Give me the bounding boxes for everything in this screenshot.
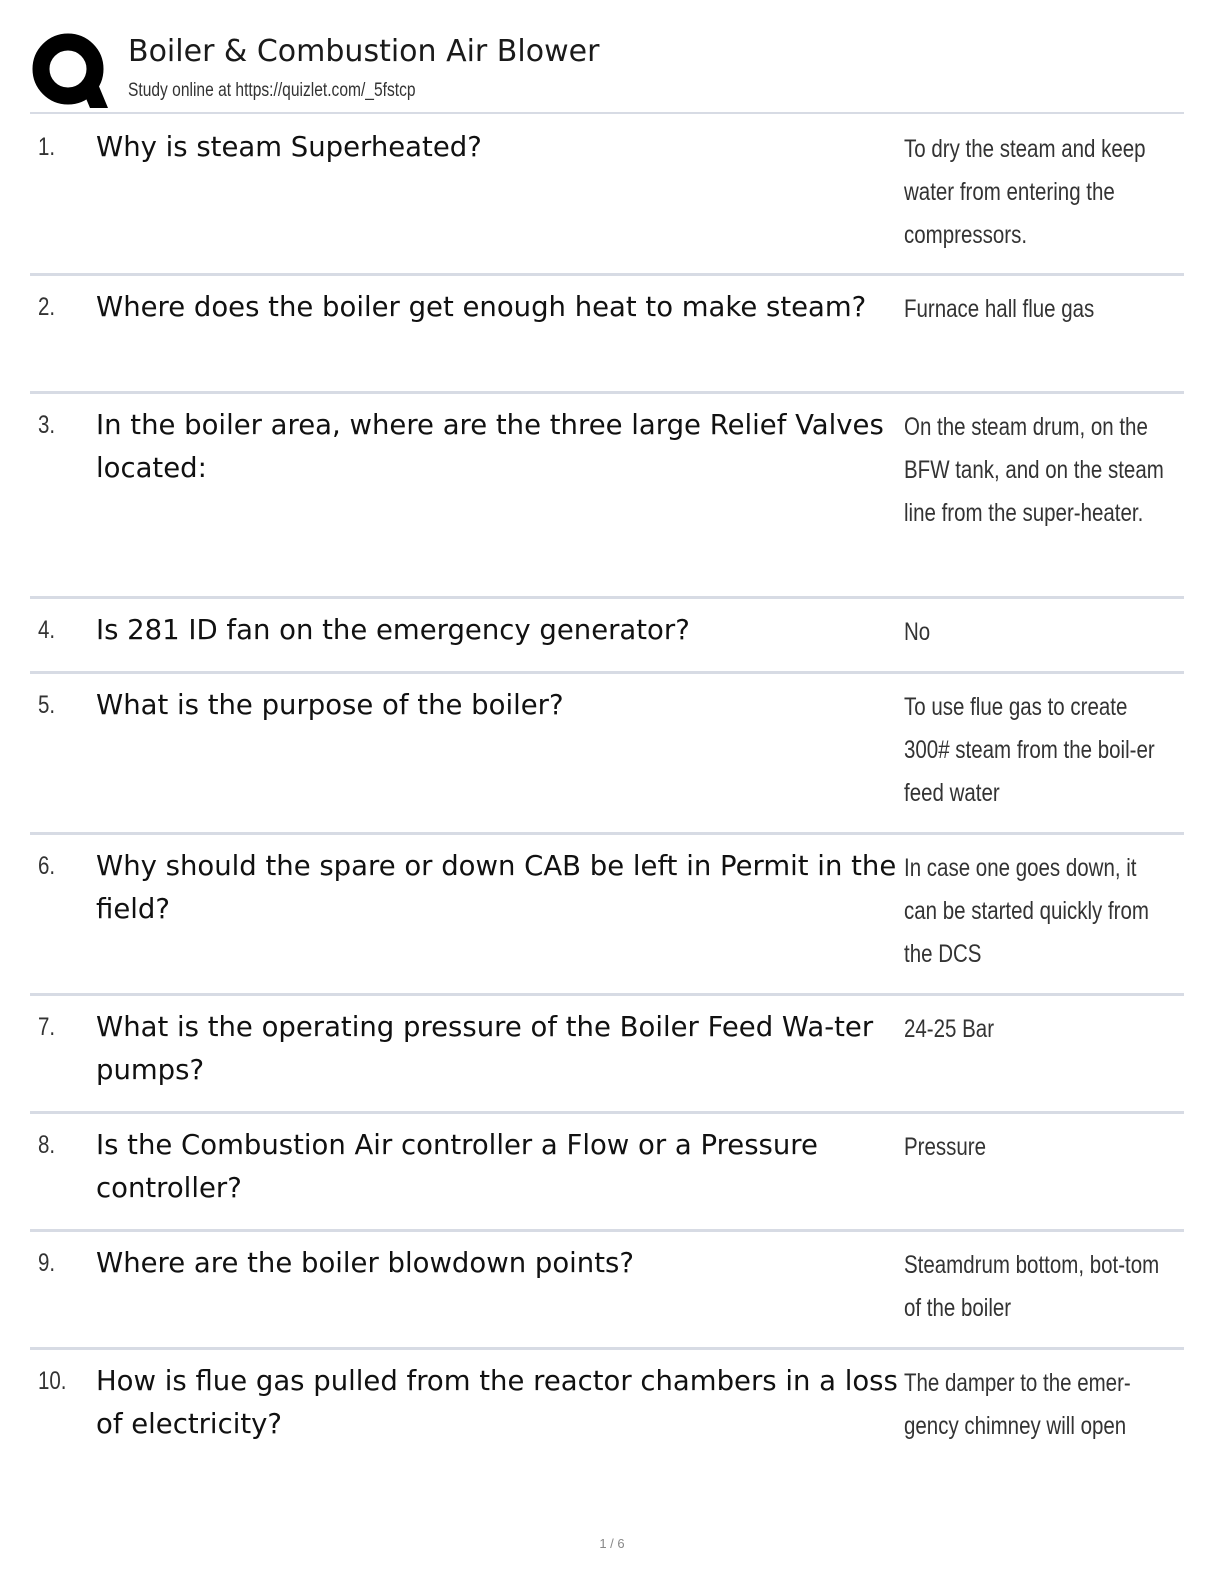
flashcard bbox=[30, 394, 1184, 599]
card-number: 1. bbox=[38, 133, 56, 161]
page-number: 1 / 6 bbox=[599, 1536, 625, 1551]
study-link[interactable]: Study online at https://quizlet.com/_5fstcp bbox=[128, 80, 416, 101]
card-number: 8. bbox=[38, 1131, 56, 1159]
card-term: What is the purpose of the boiler? bbox=[96, 689, 564, 721]
card-definition: 24-25 Bar bbox=[904, 1015, 995, 1043]
card-number: 5. bbox=[38, 691, 56, 719]
card-definition: To dry the steam and keep water from entering the compressors. bbox=[904, 135, 1146, 249]
flashcard bbox=[30, 674, 1184, 835]
card-definition: To use flue gas to create 300# steam from the boil-er feed water bbox=[904, 693, 1155, 807]
page-title: Boiler & Combustion Air Blower bbox=[128, 34, 600, 69]
card-number: 3. bbox=[38, 411, 56, 439]
flashcard bbox=[30, 599, 1184, 674]
card-number: 10. bbox=[38, 1367, 67, 1395]
card-term: Why should the spare or down CAB be left in Permit in the field? bbox=[96, 850, 897, 925]
card-definition: Pressure bbox=[904, 1133, 987, 1161]
flashcard-list bbox=[30, 116, 1184, 1468]
card-definition: No bbox=[904, 618, 931, 646]
flashcard bbox=[30, 1350, 1184, 1468]
page-header bbox=[30, 28, 1184, 114]
flashcard bbox=[30, 1232, 1184, 1350]
card-number: 4. bbox=[38, 616, 56, 644]
flashcard bbox=[30, 1114, 1184, 1232]
card-number: 9. bbox=[38, 1249, 56, 1277]
card-term: Is 281 ID fan on the emergency generator? bbox=[96, 614, 690, 646]
flashcard bbox=[30, 116, 1184, 276]
card-number: 2. bbox=[38, 293, 56, 321]
card-definition: Furnace hall flue gas bbox=[904, 295, 1095, 323]
flashcard bbox=[30, 276, 1184, 394]
card-term: Is the Combustion Air controller a Flow or a Pressure controller? bbox=[96, 1129, 818, 1204]
card-term: Why is steam Superheated? bbox=[96, 131, 482, 163]
card-definition: Steamdrum bottom, bot-tom of the boiler bbox=[904, 1251, 1160, 1322]
card-term: How is flue gas pulled from the reactor chambers in a loss of electricity? bbox=[96, 1365, 898, 1440]
card-number: 6. bbox=[38, 852, 56, 880]
card-definition: In case one goes down, it can be started quickly from the DCS bbox=[904, 854, 1149, 968]
quizlet-logo-icon bbox=[32, 32, 110, 110]
flashcard bbox=[30, 996, 1184, 1114]
card-number: 7. bbox=[38, 1013, 56, 1041]
card-definition: The damper to the emer-gency chimney will open bbox=[904, 1369, 1131, 1440]
card-term: Where does the boiler get enough heat to make steam? bbox=[96, 291, 867, 323]
card-term: In the boiler area, where are the three large Relief Valves located: bbox=[96, 409, 884, 484]
card-definition: On the steam drum, on the BFW tank, and on the steam line from the super-heater. bbox=[904, 413, 1164, 527]
card-term: Where are the boiler blowdown points? bbox=[96, 1247, 634, 1279]
card-term: What is the operating pressure of the Boiler Feed Wa-ter pumps? bbox=[96, 1011, 874, 1086]
flashcard bbox=[30, 835, 1184, 996]
